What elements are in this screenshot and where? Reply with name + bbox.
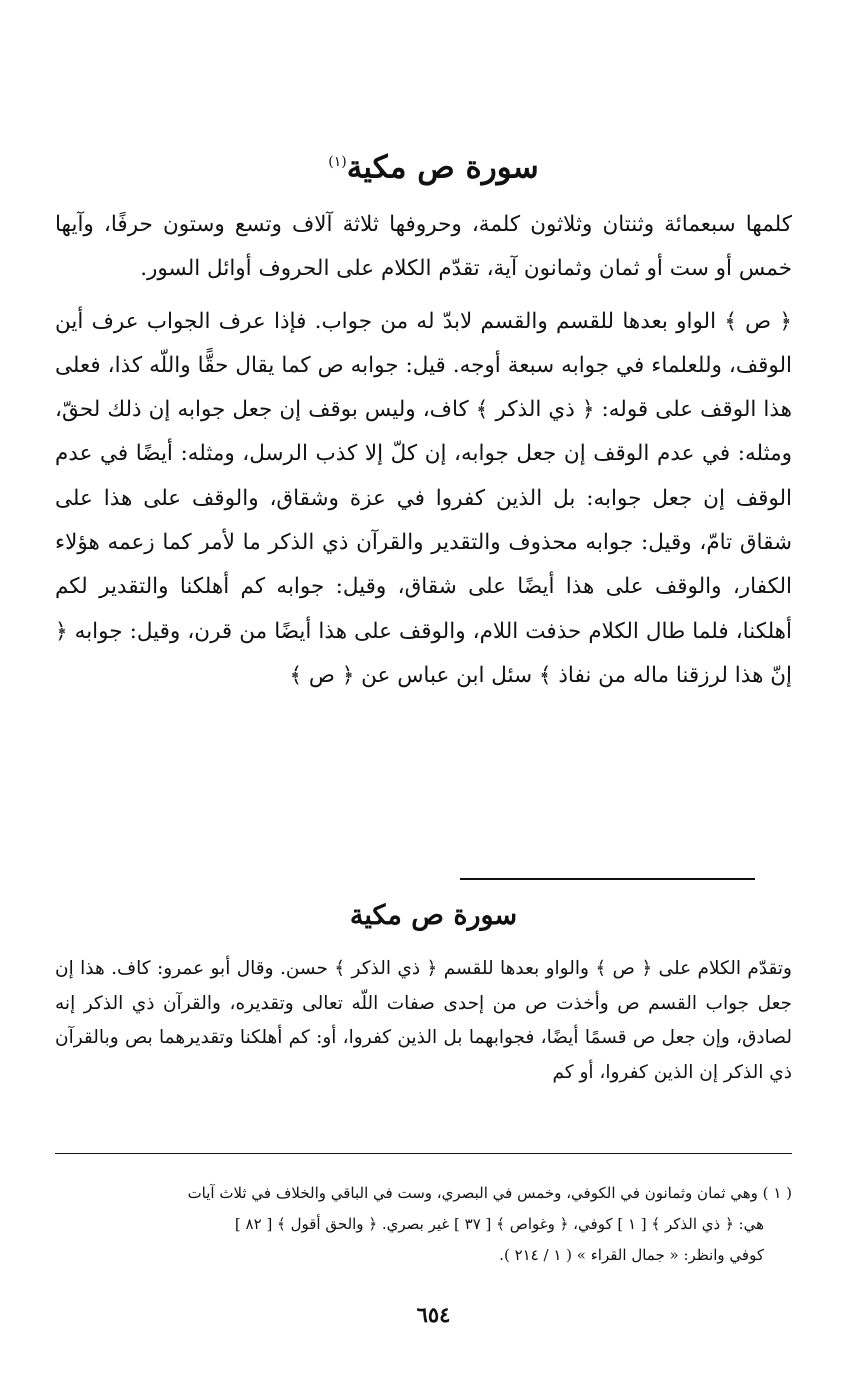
waqf-paragraph: ﴿ ص ﴾ الواو بعدها للقسم والقسم لابدّ له من جواب. فإذا عرف الجواب عرف أين الوقف، وللعلماء في جوابه سبعة أوجه. قيل: جوابه ص كما يقال حقًّا واللّه كذا، فعلى هذا الوقف على قوله: ﴿ ذي الذكر ﴾ كاف، وليس بوقف إن جعل جوابه إن ذلك لحقّ، ومثله: في عدم الوقف إن جعل جوابه، إن كلّ إلا كذب الرسل، ومثله: أيضًا في عدم الوقف إن جعل جوابه: بل الذين كفروا في عزة وشقاق، والوقف على هذا على شقاق تامّ، وقيل: جوابه محذوف والتقدير والقرآن ذي الذكر ما لأمر كما زعمه هؤلاء الكفار، والوقف على هذا أيضًا على شقاق، وقيل: جوابه كم أهلكنا والتقدير لكم أهلكنا، فلما طال الكلام حذفت اللام، والوقف على هذا أيضًا من قرن، وقيل: جوابه ﴿ إنّ هذا لرزقنا ماله من نفاذ ﴾ سئل ابن عباس عن ﴿ ص ﴾ xyxy=(55,308,792,688)
main-text-block xyxy=(55,203,792,698)
footnote-reference: (١) xyxy=(328,154,347,170)
footnote-line-1: ( ١ ) وهي ثمان وثمانون في الكوفي، وخمس في البصري، وست في الباقي والخلاف في ثلاث آيات xyxy=(187,1184,792,1202)
commentary-title: سورة ص مكية xyxy=(349,900,518,931)
intro-paragraph: كلمها سبعمائة وثنتان وثلاثون كلمة، وحروفها ثلاثة آلاف وتسع وستون حرفًا، وآيها خمس أو ست أو ثمان وثمانون آية، تقدّم الكلام على الحروف أوائل السور. xyxy=(55,212,792,282)
commentary-block xyxy=(55,952,792,1090)
surah-title-text: سورة ص مكية xyxy=(346,149,539,186)
commentary-paragraph: وتقدّم الكلام على ﴿ ص ﴾ والواو بعدها للقسم ﴿ ذي الذكر ﴾ حسن. وقال أبو عمرو: كاف. هذا إن جعل جواب القسم ص وأخذت ص من إحدى صفات اللّه تعالى وتقديره، والقرآن ذي الذكر إنه لصادق، وإن جعل ص قسمًا أيضًا، فجوابهما بل الذين كفروا، أو: كم أهلكنا وتقديرهما بص وبالقرآن ذي الذكر إن الذين كفروا، أو كم xyxy=(55,958,792,1083)
section-divider xyxy=(460,878,755,880)
footnotes-block xyxy=(55,1178,792,1271)
surah-title xyxy=(0,140,867,189)
footnote-line-3: كوفي وانظر: « جمال القراء » ( ١ / ٢١٤ ). xyxy=(499,1246,764,1264)
page-number: ٦٥٤ xyxy=(416,1302,451,1327)
footnote-line-2: هي: ﴿ ذي الذكر ﴾ [ ١ ] كوفي، ﴿ وغواص ﴾ [ ٣٧ ] غير بصري. ﴿ والحق أقول ﴾ [ ٨٢ ] xyxy=(234,1215,764,1233)
footnote-rule xyxy=(55,1153,792,1154)
